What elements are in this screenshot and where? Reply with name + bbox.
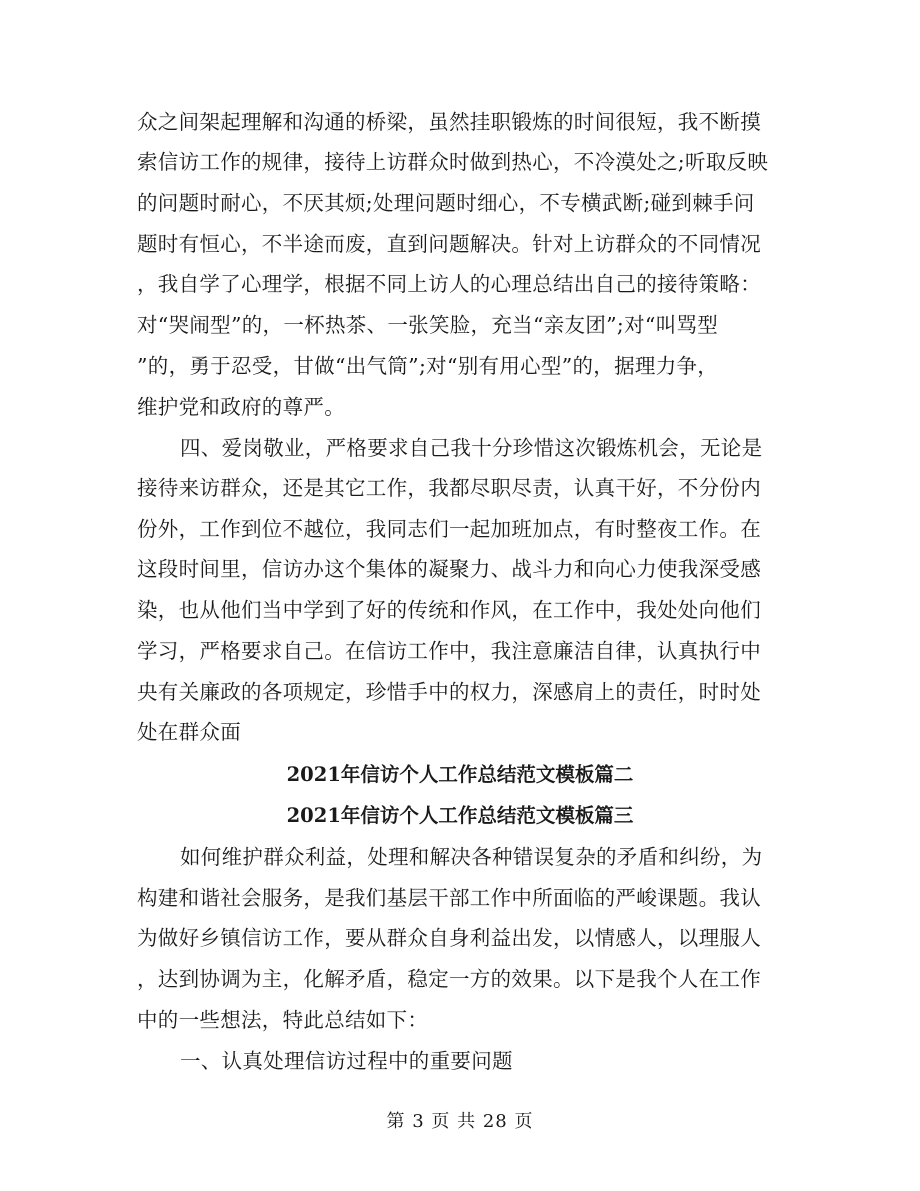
body-text-line: 学习，严格要求自己。在信访工作中，我注意廉洁自律，认真执行中 xyxy=(137,639,761,663)
body-text-line: 处在群众面 xyxy=(137,720,241,744)
section-heading: 2021年信访个人工作总结范文模板篇二 xyxy=(286,763,634,786)
body-text-line: 维护党和政府的尊严。 xyxy=(137,395,345,419)
body-text-line: 如何维护群众利益，处理和解决各种错误复杂的矛盾和纠纷，为 xyxy=(180,845,763,869)
body-text-line: ，达到协调为主，化解矛盾，稳定一方的效果。以下是我个人在工作 xyxy=(137,967,761,991)
body-text-line: 中的一些想法，特此总结如下： xyxy=(137,1008,429,1032)
body-text-line: 四、爱岗敬业，严格要求自己我十分珍惜这次锻炼机会，无论是 xyxy=(180,436,763,460)
body-text-line: 这段时间里，信访办这个集体的凝聚力、战斗力和向心力使我深受感 xyxy=(137,557,761,581)
body-text-line: ”的，勇于忍受，甘做“出气筒”;对“别有用心型”的，据理力争， xyxy=(137,354,719,378)
body-text-line: 为做好乡镇信访工作，要从群众自身利益出发，以情感人，以理服人 xyxy=(137,926,761,950)
body-text-line: 的问题时耐心，不厌其烦;处理问题时细心，不专横武断;碰到棘手问 xyxy=(137,191,755,215)
body-text-line: 对“哭闹型”的，一杯热茶、一张笑脸，充当“亲友团”;对“叫骂型 xyxy=(137,313,719,337)
body-text-line: ，我自学了心理学，根据不同上访人的心理总结出自己的接待策略： xyxy=(137,272,761,296)
body-text-line: 接待来访群众，还是其它工作，我都尽职尽责，认真干好，不分份内 xyxy=(137,476,761,500)
body-text-line: 索信访工作的规律，接待上访群众时做到热心，不冷漠处之;听取反映 xyxy=(137,150,769,174)
body-text-line: 染，也从他们当中学到了好的传统和作风，在工作中，我处处向他们 xyxy=(137,598,761,622)
body-text-line: 一、认真处理信访过程中的重要问题 xyxy=(180,1049,513,1073)
section-heading: 2021年信访个人工作总结范文模板篇三 xyxy=(286,804,634,827)
body-text-line: 题时有恒心，不半途而废，直到问题解决。针对上访群众的不同情况 xyxy=(137,232,761,256)
body-text-line: 央有关廉政的各项规定，珍惜手中的权力，深感肩上的责任，时时处 xyxy=(137,680,761,704)
body-text-line: 构建和谐社会服务，是我们基层干部工作中所面临的严峻课题。我认 xyxy=(137,886,761,910)
body-text-line: 份外，工作到位不越位，我同志们一起加班加点，有时整夜工作。在 xyxy=(137,517,761,541)
page-number-footer: 第 3 页 共 28 页 xyxy=(386,1111,534,1132)
body-text-line: 众之间架起理解和沟通的桥梁，虽然挂职锻炼的时间很短，我不断摸 xyxy=(137,110,761,134)
